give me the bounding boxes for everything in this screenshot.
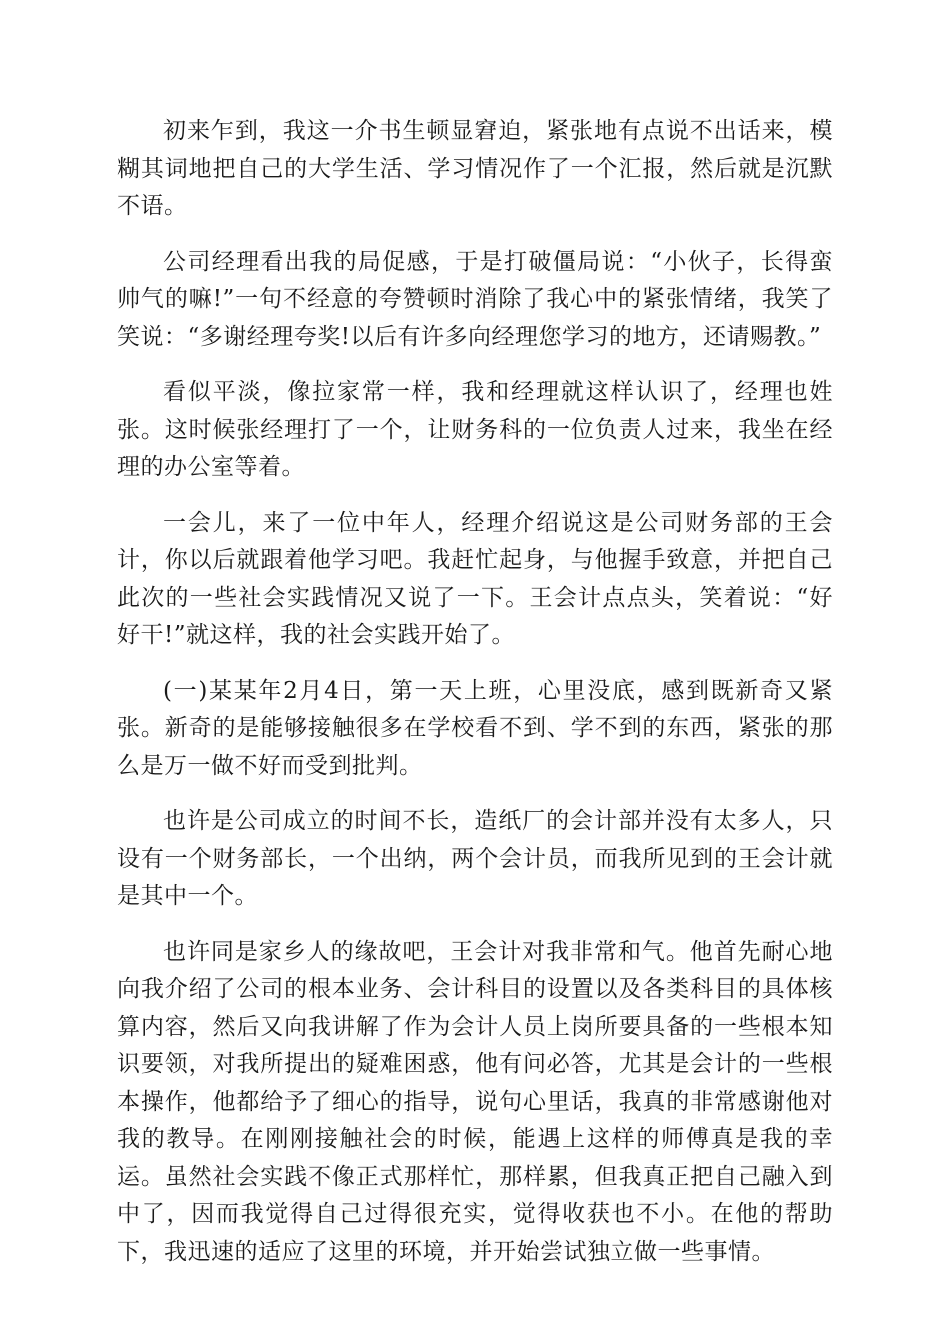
paragraph-5: (一)某某年2月4日，第一天上班，心里没底，感到既新奇又紧张。新奇的是能够接触很多在学校看不到、学不到的东西，紧张的那么是万一做不好而受到批判。 [117, 677, 833, 779]
paragraph-1: 初来乍到，我这一介书生顿显窘迫，紧张地有点说不出话来，模糊其词地把自己的大学生活、学习情况作了一个汇报，然后就是沉默不语。 [117, 118, 833, 219]
paragraph-7: 也许同是家乡人的缘故吧，王会计对我非常和气。他首先耐心地向我介绍了公司的根本业务、会计科目的设置以及各类科目的具体核算内容，然后又向我讲解了作为会计人员上岗所要具备的一些根本知识要领，对我所提出的疑难困惑，他有问必答，尤其是会计的一些根本操作，他都给予了细心的指导，说句心里话，我真的非常感谢他对我的教导。在刚刚接触社会的时候，能遇上这样的师傅真是我的幸运。虽然社会实践不像正式那样忙，那样累，但我真正把自己融入到中了，因而我觉得自己过得很充实，觉得收获也不小。在他的帮助下，我迅速的适应了这里的环境，并开始尝试独立做一些事情。 [117, 938, 833, 1265]
paragraph-6: 也许是公司成立的时间不长，造纸厂的会计部并没有太多人，只设有一个财务部长，一个出纳，两个会计员，而我所见到的王会计就是其中一个。 [117, 808, 833, 909]
document-page [117, 113, 833, 1289]
paragraph-4: 一会儿，来了一位中年人，经理介绍说这是公司财务部的王会计，你以后就跟着他学习吧。我赶忙起身，与他握手致意，并把自己此次的一些社会实践情况又说了一下。王会计点点头，笑着说：“好好干!”就这样，我的社会实践开始了。 [117, 509, 833, 648]
paragraph-3: 看似平淡，像拉家常一样，我和经理就这样认识了，经理也姓张。这时候张经理打了一个，让财务科的一位负责人过来，我坐在经理的办公室等着。 [117, 379, 833, 480]
paragraph-2: 公司经理看出我的局促感，于是打破僵局说：“小伙子，长得蛮帅气的嘛!”一句不经意的夸赞顿时消除了我心中的紧张情绪，我笑了笑说：“多谢经理夸奖!以后有许多向经理您学习的地方，还请赐教。” [117, 248, 833, 350]
